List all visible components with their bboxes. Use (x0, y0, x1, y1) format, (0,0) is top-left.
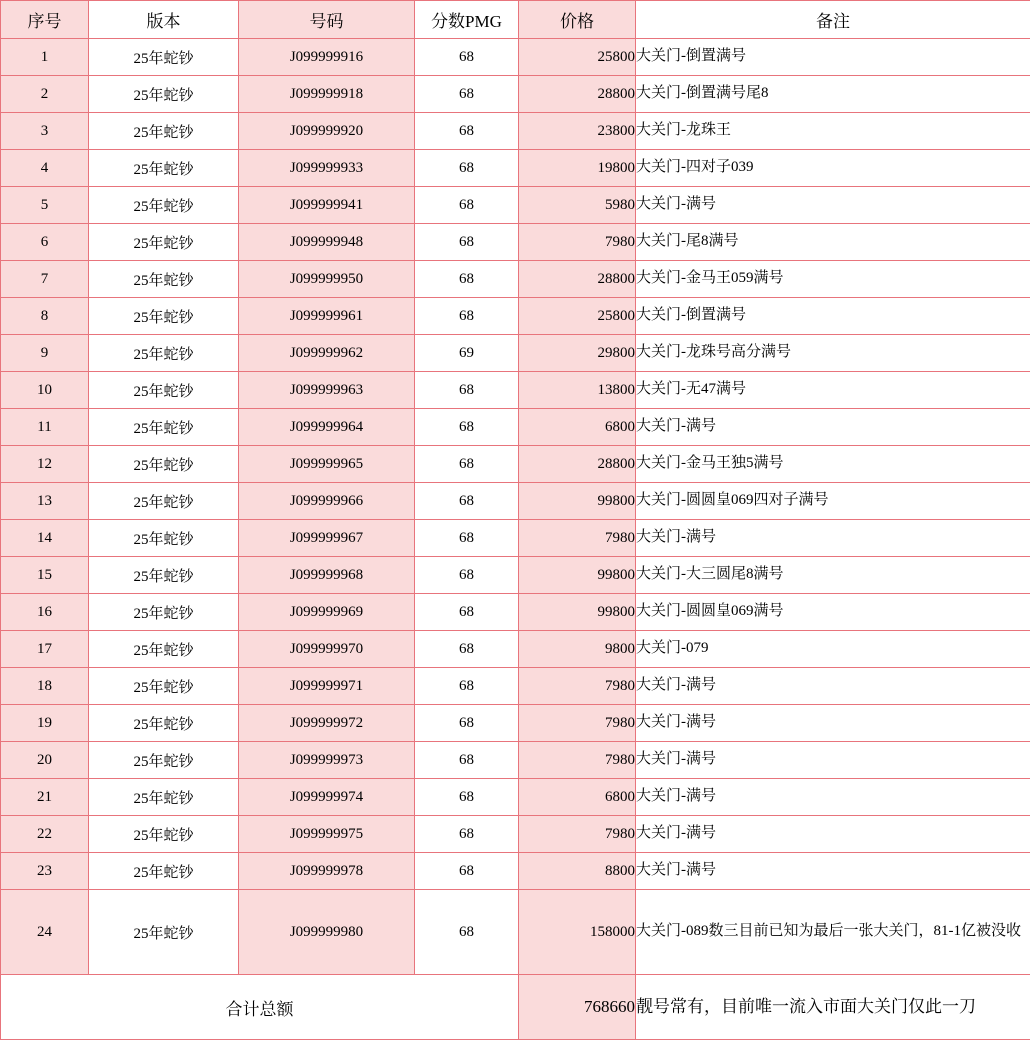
cell-version: 25年蛇钞 (89, 39, 239, 76)
cell-note: 大关门-满号 (636, 816, 1030, 853)
cell-version: 25年蛇钞 (89, 224, 239, 261)
table-row (1, 779, 1030, 816)
cell-number: J099999948 (239, 224, 415, 261)
cell-serial: 4 (1, 150, 89, 187)
cell-number: J099999967 (239, 520, 415, 557)
cell-note: 大关门-大三圆尾8满号 (636, 557, 1030, 594)
cell-note: 大关门-满号 (636, 668, 1030, 705)
cell-grade: 68 (415, 779, 519, 816)
table-row (1, 668, 1030, 705)
cell-note: 大关门-满号 (636, 187, 1030, 224)
cell-price: 7980 (519, 668, 636, 705)
cell-note: 大关门-金马王059满号 (636, 261, 1030, 298)
total-row (1, 975, 1030, 1040)
cell-serial: 20 (1, 742, 89, 779)
table-row (1, 816, 1030, 853)
cell-grade: 68 (415, 483, 519, 520)
table-row (1, 594, 1030, 631)
total-amount: 768660 (519, 975, 636, 1040)
table-row (1, 224, 1030, 261)
cell-number: J099999978 (239, 853, 415, 890)
cell-version: 25年蛇钞 (89, 594, 239, 631)
total-label: 合计总额 (1, 975, 519, 1040)
cell-grade: 68 (415, 520, 519, 557)
cell-number: J099999966 (239, 483, 415, 520)
cell-number: J099999965 (239, 446, 415, 483)
cell-serial: 16 (1, 594, 89, 631)
cell-version: 25年蛇钞 (89, 668, 239, 705)
cell-number: J099999973 (239, 742, 415, 779)
cell-number: J099999950 (239, 261, 415, 298)
cell-version: 25年蛇钞 (89, 853, 239, 890)
cell-price: 28800 (519, 261, 636, 298)
cell-price: 25800 (519, 298, 636, 335)
cell-number: J099999974 (239, 779, 415, 816)
cell-version: 25年蛇钞 (89, 890, 239, 975)
cell-version: 25年蛇钞 (89, 557, 239, 594)
cell-grade: 68 (415, 224, 519, 261)
cell-price: 7980 (519, 224, 636, 261)
table-row (1, 520, 1030, 557)
cell-note: 大关门-079 (636, 631, 1030, 668)
cell-version: 25年蛇钞 (89, 409, 239, 446)
cell-version: 25年蛇钞 (89, 298, 239, 335)
cell-serial: 10 (1, 372, 89, 409)
cell-number: J099999918 (239, 76, 415, 113)
cell-note: 大关门-尾8满号 (636, 224, 1030, 261)
cell-grade: 68 (415, 853, 519, 890)
cell-price: 99800 (519, 557, 636, 594)
cell-serial: 17 (1, 631, 89, 668)
cell-price: 7980 (519, 816, 636, 853)
cell-serial: 6 (1, 224, 89, 261)
cell-serial: 18 (1, 668, 89, 705)
cell-price: 29800 (519, 335, 636, 372)
cell-version: 25年蛇钞 (89, 113, 239, 150)
cell-price: 99800 (519, 483, 636, 520)
cell-serial: 9 (1, 335, 89, 372)
cell-price: 23800 (519, 113, 636, 150)
cell-serial: 2 (1, 76, 89, 113)
cell-note: 大关门-四对子039 (636, 150, 1030, 187)
table-row (1, 261, 1030, 298)
table-row (1, 446, 1030, 483)
cell-note: 大关门-089数三目前已知为最后一张大关门，81-1亿被没收 (636, 890, 1030, 975)
cell-grade: 68 (415, 890, 519, 975)
cell-note: 大关门-倒置满号 (636, 298, 1030, 335)
cell-number: J099999972 (239, 705, 415, 742)
cell-note: 大关门-无47满号 (636, 372, 1030, 409)
cell-price: 7980 (519, 705, 636, 742)
cell-version: 25年蛇钞 (89, 76, 239, 113)
cell-version: 25年蛇钞 (89, 150, 239, 187)
header-note: 备注 (636, 1, 1030, 39)
cell-number: J099999916 (239, 39, 415, 76)
table-row (1, 39, 1030, 76)
table-row (1, 890, 1030, 975)
table-row (1, 187, 1030, 224)
header-price: 价格 (519, 1, 636, 39)
table-row (1, 631, 1030, 668)
table-row (1, 298, 1030, 335)
cell-note: 大关门-满号 (636, 520, 1030, 557)
cell-version: 25年蛇钞 (89, 705, 239, 742)
cell-serial: 23 (1, 853, 89, 890)
cell-note: 大关门-圆圆皇069满号 (636, 594, 1030, 631)
cell-grade: 68 (415, 557, 519, 594)
cell-grade: 68 (415, 261, 519, 298)
cell-version: 25年蛇钞 (89, 520, 239, 557)
cell-grade: 68 (415, 631, 519, 668)
cell-number: J099999920 (239, 113, 415, 150)
cell-price: 28800 (519, 446, 636, 483)
table-row (1, 705, 1030, 742)
table-row (1, 113, 1030, 150)
cell-serial: 1 (1, 39, 89, 76)
table-row (1, 557, 1030, 594)
cell-price: 19800 (519, 150, 636, 187)
cell-grade: 68 (415, 742, 519, 779)
cell-number: J099999970 (239, 631, 415, 668)
table-row (1, 853, 1030, 890)
cell-note: 大关门-满号 (636, 853, 1030, 890)
cell-price: 28800 (519, 76, 636, 113)
cell-version: 25年蛇钞 (89, 187, 239, 224)
cell-price: 8800 (519, 853, 636, 890)
cell-number: J099999962 (239, 335, 415, 372)
total-note: 靓号常有，目前唯一流入市面大关门仅此一刀 (636, 975, 1030, 1040)
table-row (1, 742, 1030, 779)
cell-version: 25年蛇钞 (89, 779, 239, 816)
table-header-row (1, 1, 1030, 39)
cell-number: J099999961 (239, 298, 415, 335)
cell-version: 25年蛇钞 (89, 335, 239, 372)
table-row (1, 150, 1030, 187)
cell-grade: 68 (415, 150, 519, 187)
cell-price: 5980 (519, 187, 636, 224)
table-row (1, 76, 1030, 113)
cell-serial: 15 (1, 557, 89, 594)
cell-grade: 68 (415, 446, 519, 483)
cell-number: J099999971 (239, 668, 415, 705)
cell-number: J099999975 (239, 816, 415, 853)
cell-grade: 68 (415, 409, 519, 446)
cell-grade: 68 (415, 298, 519, 335)
cell-number: J099999968 (239, 557, 415, 594)
cell-grade: 68 (415, 705, 519, 742)
cell-grade: 68 (415, 187, 519, 224)
cell-note: 大关门-龙珠号高分满号 (636, 335, 1030, 372)
cell-note: 大关门-满号 (636, 779, 1030, 816)
cell-number: J099999980 (239, 890, 415, 975)
cell-price: 99800 (519, 594, 636, 631)
cell-serial: 22 (1, 816, 89, 853)
cell-price: 6800 (519, 409, 636, 446)
cell-serial: 13 (1, 483, 89, 520)
cell-number: J099999933 (239, 150, 415, 187)
cell-serial: 19 (1, 705, 89, 742)
cell-serial: 7 (1, 261, 89, 298)
cell-grade: 68 (415, 113, 519, 150)
cell-serial: 12 (1, 446, 89, 483)
cell-price: 9800 (519, 631, 636, 668)
cell-version: 25年蛇钞 (89, 483, 239, 520)
cell-price: 7980 (519, 520, 636, 557)
cell-number: J099999969 (239, 594, 415, 631)
cell-note: 大关门-圆圆皇069四对子满号 (636, 483, 1030, 520)
cell-serial: 21 (1, 779, 89, 816)
header-serial: 序号 (1, 1, 89, 39)
cell-version: 25年蛇钞 (89, 372, 239, 409)
cell-serial: 5 (1, 187, 89, 224)
cell-grade: 68 (415, 39, 519, 76)
cell-serial: 11 (1, 409, 89, 446)
cell-grade: 68 (415, 372, 519, 409)
cell-grade: 68 (415, 668, 519, 705)
cell-serial: 24 (1, 890, 89, 975)
cell-version: 25年蛇钞 (89, 261, 239, 298)
table-row (1, 372, 1030, 409)
cell-note: 大关门-满号 (636, 409, 1030, 446)
cell-grade: 68 (415, 816, 519, 853)
cell-version: 25年蛇钞 (89, 631, 239, 668)
cell-price: 13800 (519, 372, 636, 409)
cell-note: 大关门-满号 (636, 742, 1030, 779)
cell-price: 6800 (519, 779, 636, 816)
cell-number: J099999963 (239, 372, 415, 409)
header-grade: 分数PMG (415, 1, 519, 39)
cell-note: 大关门-金马王独5满号 (636, 446, 1030, 483)
cell-serial: 3 (1, 113, 89, 150)
cell-note: 大关门-龙珠王 (636, 113, 1030, 150)
table-row (1, 409, 1030, 446)
cell-grade: 68 (415, 76, 519, 113)
table-row (1, 335, 1030, 372)
cell-grade: 69 (415, 335, 519, 372)
cell-grade: 68 (415, 594, 519, 631)
cell-version: 25年蛇钞 (89, 742, 239, 779)
header-version: 版本 (89, 1, 239, 39)
cell-number: J099999941 (239, 187, 415, 224)
table-row (1, 483, 1030, 520)
cell-price: 25800 (519, 39, 636, 76)
cell-serial: 14 (1, 520, 89, 557)
cell-number: J099999964 (239, 409, 415, 446)
cell-note: 大关门-满号 (636, 705, 1030, 742)
cell-version: 25年蛇钞 (89, 446, 239, 483)
cell-note: 大关门-倒置满号 (636, 39, 1030, 76)
cell-price: 7980 (519, 742, 636, 779)
header-number: 号码 (239, 1, 415, 39)
cell-price: 158000 (519, 890, 636, 975)
cell-version: 25年蛇钞 (89, 816, 239, 853)
cell-note: 大关门-倒置满号尾8 (636, 76, 1030, 113)
cell-serial: 8 (1, 298, 89, 335)
